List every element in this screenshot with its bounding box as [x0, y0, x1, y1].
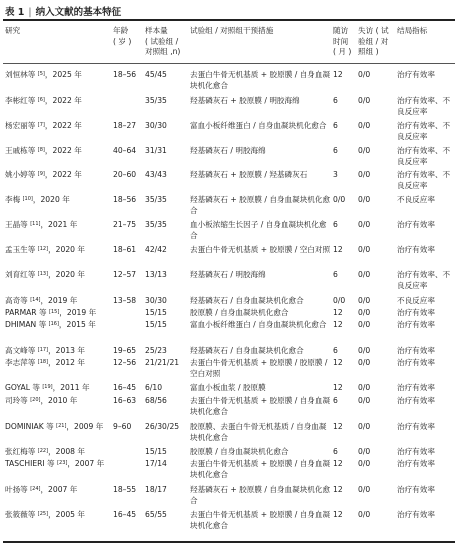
study-year: ，2025 年: [44, 70, 82, 79]
study-reference: [16]: [48, 321, 59, 327]
sample-size-cell: 45/45: [145, 70, 167, 79]
header-study: 研究: [5, 26, 21, 35]
intervention-cell: 羟基磷灰石 + 胶原膜 / 明胶海绵: [190, 96, 300, 105]
study-author: 杨宏丽等: [5, 121, 36, 130]
age-cell: 16–45: [113, 510, 137, 519]
age-cell: 40–64: [113, 146, 137, 155]
study-cell: [5, 447, 113, 458]
followup-cell: 12: [333, 422, 343, 431]
study-reference: [17]: [37, 347, 49, 353]
header-age: 年龄 ( 岁 ): [113, 26, 132, 46]
intervention-cell: 血小板浓缩生长因子 / 自身血凝块机化愈合: [190, 220, 327, 240]
study-reference: [6]: [37, 97, 45, 103]
followup-cell: 12: [333, 245, 343, 254]
loss-cell: 0/0: [358, 96, 371, 105]
sample-size-cell: 15/15: [145, 320, 167, 329]
study-year: ，2020 年: [32, 195, 70, 204]
table-caption: 纳入文献的基本特征: [35, 7, 122, 18]
outcome-cell: 治疗有效率、不良反应率: [397, 170, 451, 190]
study-year: ，2019 年: [59, 308, 97, 317]
header-intervention: 试验组 / 对照组干预措施: [190, 26, 274, 35]
followup-cell: 0/0: [333, 296, 346, 305]
study-cell: [5, 220, 113, 231]
study-year: ，2021 年: [40, 220, 78, 229]
age-cell: 18–56: [113, 70, 137, 79]
loss-cell: 0/0: [358, 220, 371, 229]
loss-cell: 0/0: [358, 245, 371, 254]
loss-cell: 0/0: [358, 422, 371, 431]
study-author: 姚小婷等: [5, 170, 36, 179]
study-author: 孟玉生等: [5, 245, 36, 254]
followup-cell: 12: [333, 70, 343, 79]
loss-cell: 0/0: [358, 296, 371, 305]
sample-size-cell: 18/17: [145, 485, 167, 494]
study-year: ，2005 年: [48, 510, 85, 519]
header-loss: 失访 ( 试 验组 / 对 照组 ): [358, 26, 389, 56]
study-cell: [5, 121, 113, 132]
study-year: ，2015 年: [58, 320, 96, 329]
study-year: ，2011 年: [52, 383, 90, 392]
study-cell: [5, 70, 113, 81]
loss-cell: 0/0: [358, 447, 371, 456]
outcome-cell: 治疗有效率: [397, 459, 435, 468]
sample-size-cell: 30/30: [145, 121, 167, 130]
outcome-cell: 治疗有效率: [397, 245, 435, 254]
outcome-cell: 治疗有效率: [397, 510, 435, 519]
age-cell: 18–56: [113, 195, 137, 204]
study-cell: [5, 358, 113, 369]
study-cell: [5, 146, 113, 157]
age-cell: 12–56: [113, 358, 137, 367]
intervention-cell: 富血小板纤维蛋白 / 自身血凝块机化愈合: [190, 320, 327, 329]
study-reference: [9]: [37, 171, 45, 177]
intervention-cell: 去蛋白牛骨无机基质 + 胶原膜 / 自身血凝块机化愈合: [190, 70, 331, 90]
loss-cell: 0/0: [358, 346, 371, 355]
study-author: 李彬红等: [5, 96, 36, 105]
study-author: GOYAL 等: [5, 383, 40, 392]
study-cell: [5, 485, 113, 496]
study-reference: [11]: [30, 221, 41, 227]
study-year: ，2008 年: [48, 447, 85, 456]
intervention-cell: 去蛋白牛骨无机基质 + 胶原膜 / 胶原膜 / 空白对照: [190, 358, 328, 378]
study-reference: [18]: [37, 359, 49, 365]
header-rule: [3, 63, 455, 64]
followup-cell: 6: [333, 121, 338, 130]
loss-cell: 0/0: [358, 170, 371, 179]
study-author: 叶扬等: [5, 485, 28, 494]
study-cell: [5, 308, 113, 319]
loss-cell: 0/0: [358, 383, 371, 392]
study-reference: [5]: [37, 71, 45, 77]
intervention-cell: 去蛋白牛骨无机基质 + 胶原膜 / 自身血凝块机化愈合: [190, 510, 331, 530]
study-reference: [10]: [22, 196, 33, 202]
study-year: ，2022 年: [44, 170, 82, 179]
title-separator: |: [28, 7, 32, 18]
outcome-cell: 不良反应率: [397, 296, 435, 305]
study-reference: [25]: [37, 511, 49, 517]
outcome-cell: 治疗有效率、不良反应率: [397, 96, 451, 116]
loss-cell: 0/0: [358, 146, 371, 155]
study-reference: [13]: [37, 271, 49, 277]
sample-size-cell: 43/43: [145, 170, 167, 179]
outcome-cell: 治疗有效率: [397, 320, 435, 329]
age-cell: 16–45: [113, 383, 137, 392]
sample-size-cell: 15/15: [145, 308, 167, 317]
age-cell: 16–63: [113, 396, 137, 405]
sample-size-cell: 68/56: [145, 396, 167, 405]
sample-size-cell: 15/15: [145, 447, 167, 456]
outcome-cell: 治疗有效率: [397, 396, 435, 405]
age-cell: 21–75: [113, 220, 137, 229]
sample-size-cell: 35/35: [145, 96, 167, 105]
study-author: 张红梅等: [5, 447, 36, 456]
outcome-cell: 不良反应率: [397, 195, 435, 204]
followup-cell: 3: [333, 170, 338, 179]
age-cell: 9–60: [113, 422, 132, 431]
outcome-cell: 治疗有效率、不良反应率: [397, 270, 451, 290]
table-number: 表 1: [5, 7, 25, 18]
study-cell: [5, 296, 113, 307]
study-reference: [21]: [56, 423, 67, 429]
study-year: ，2020 年: [48, 270, 85, 279]
study-cell: [5, 346, 113, 357]
study-cell: [5, 383, 113, 394]
header-sample-size: 样本量 ( 试验组 / 对照组 ,n): [145, 26, 181, 56]
header-outcome: 结局指标: [397, 26, 428, 35]
study-author: DOMINIAK 等: [5, 422, 54, 431]
study-cell: [5, 422, 113, 433]
intervention-cell: 胶原膜、去蛋白牛骨无机基质 / 自身血凝块机化愈合: [190, 422, 327, 442]
sample-size-cell: 26/30/25: [145, 422, 180, 431]
loss-cell: 0/0: [358, 270, 371, 279]
study-author: TASCHIERI 等: [5, 459, 55, 468]
study-reference: [7]: [37, 122, 45, 128]
age-cell: 19–65: [113, 346, 137, 355]
loss-cell: 0/0: [358, 308, 371, 317]
study-author: 李志萍等: [5, 358, 36, 367]
study-year: ，2022 年: [44, 96, 82, 105]
study-year: ，2020 年: [48, 245, 85, 254]
followup-cell: 12: [333, 358, 343, 367]
followup-cell: 6: [333, 146, 338, 155]
study-year: ，2007 年: [67, 459, 105, 468]
followup-cell: 6: [333, 396, 338, 405]
loss-cell: 0/0: [358, 459, 371, 468]
sample-size-cell: 17/14: [145, 459, 167, 468]
outcome-cell: 治疗有效率、不良反应率: [397, 121, 451, 141]
loss-cell: 0/0: [358, 510, 371, 519]
loss-cell: 0/0: [358, 485, 371, 494]
loss-cell: 0/0: [358, 70, 371, 79]
top-rule: [3, 19, 455, 21]
study-reference: [24]: [30, 486, 41, 492]
intervention-cell: 富血小板纤维蛋白 / 自身血凝块机化愈合: [190, 121, 327, 130]
study-author: 刘育红等: [5, 270, 36, 279]
study-reference: [23]: [57, 460, 68, 466]
study-year: ，2013 年: [48, 346, 85, 355]
sample-size-cell: 35/35: [145, 195, 167, 204]
loss-cell: 0/0: [358, 396, 371, 405]
table-title: [5, 4, 121, 18]
followup-cell: 12: [333, 320, 343, 329]
study-author: 刘恒林等: [5, 70, 36, 79]
intervention-cell: 羟基磷灰石 + 胶原膜 / 羟基磷灰石: [190, 170, 308, 179]
study-year: ，2022 年: [44, 146, 82, 155]
followup-cell: 6: [333, 447, 338, 456]
intervention-cell: 羟基磷灰石 / 明胶海绵: [190, 270, 266, 279]
age-cell: 13–58: [113, 296, 137, 305]
study-cell: [5, 170, 113, 181]
study-author: 王戚栋等: [5, 146, 36, 155]
study-reference: [15]: [49, 309, 60, 315]
intervention-cell: 羟基磷灰石 + 胶原膜 / 自身血凝块机化愈合: [190, 195, 331, 215]
loss-cell: 0/0: [358, 121, 371, 130]
study-reference: [19]: [42, 384, 53, 390]
intervention-cell: 羟基磷灰石 / 明胶海绵: [190, 146, 266, 155]
intervention-cell: 羟基磷灰石 + 胶原膜 / 自身血凝块机化愈合: [190, 485, 331, 505]
sample-size-cell: 31/31: [145, 146, 167, 155]
age-cell: 18–55: [113, 485, 137, 494]
study-author: 高奇等: [5, 296, 28, 305]
study-cell: [5, 320, 113, 331]
bottom-rule: [3, 541, 455, 543]
study-year: ，2012 年: [48, 358, 85, 367]
header-followup: 随访 时间 ( 月 ): [333, 26, 352, 56]
study-year: ，2007 年: [40, 485, 78, 494]
outcome-cell: 治疗有效率: [397, 346, 435, 355]
intervention-cell: 羟基磷灰石 / 自身血凝块机化愈合: [190, 296, 304, 305]
study-reference: [8]: [37, 147, 45, 153]
study-reference: [22]: [37, 448, 49, 454]
study-author: 张筱薇等: [5, 510, 36, 519]
outcome-cell: 治疗有效率: [397, 358, 435, 367]
study-author: 李梅: [5, 195, 21, 204]
study-author: 高文峰等: [5, 346, 36, 355]
study-year: ，2009 年: [66, 422, 104, 431]
sample-size-cell: 30/30: [145, 296, 167, 305]
intervention-cell: 胶原膜 / 自身血凝块机化愈合: [190, 308, 289, 317]
followup-cell: 12: [333, 308, 343, 317]
study-reference: [14]: [30, 297, 41, 303]
followup-cell: 12: [333, 383, 343, 392]
sample-size-cell: 65/55: [145, 510, 167, 519]
outcome-cell: 治疗有效率: [397, 70, 435, 79]
study-reference: [12]: [37, 246, 49, 252]
study-reference: [20]: [30, 397, 41, 403]
study-year: ，2010 年: [40, 396, 78, 405]
study-year: ，2022 年: [44, 121, 82, 130]
sample-size-cell: 25/23: [145, 346, 167, 355]
followup-cell: 6: [333, 270, 338, 279]
intervention-cell: 去蛋白牛骨无机基质 + 胶原膜 / 自身血凝块机化愈合: [190, 396, 331, 416]
loss-cell: 0/0: [358, 358, 371, 367]
intervention-cell: 胶原膜 / 自身血凝块机化愈合: [190, 447, 289, 456]
age-cell: 18–27: [113, 121, 137, 130]
sample-size-cell: 13/13: [145, 270, 167, 279]
study-cell: [5, 245, 113, 256]
outcome-cell: 治疗有效率: [397, 383, 435, 392]
followup-cell: 6: [333, 96, 338, 105]
study-author: DHIMAN 等: [5, 320, 47, 329]
intervention-cell: 去蛋白牛骨无机基质 + 胶原膜 / 自身血凝块机化愈合: [190, 459, 331, 479]
study-cell: [5, 195, 113, 206]
study-cell: [5, 96, 113, 107]
sample-size-cell: 21/21/21: [145, 358, 180, 367]
intervention-cell: 富血小板血浆 / 胶原膜: [190, 383, 266, 392]
study-author: 王晶等: [5, 220, 28, 229]
outcome-cell: 治疗有效率、不良反应率: [397, 146, 451, 166]
sample-size-cell: 42/42: [145, 245, 167, 254]
followup-cell: 12: [333, 485, 343, 494]
intervention-cell: 去蛋白牛骨无机基质 + 胶原膜 / 空白对照: [190, 245, 331, 254]
followup-cell: 6: [333, 220, 338, 229]
loss-cell: 0/0: [358, 320, 371, 329]
followup-cell: 0/0: [333, 195, 346, 204]
outcome-cell: 治疗有效率: [397, 308, 435, 317]
intervention-cell: 羟基磷灰石 / 自身血凝块机化愈合: [190, 346, 304, 355]
outcome-cell: 治疗有效率: [397, 220, 435, 229]
sample-size-cell: 35/35: [145, 220, 167, 229]
followup-cell: 6: [333, 346, 338, 355]
outcome-cell: 治疗有效率: [397, 485, 435, 494]
sample-size-cell: 6/10: [145, 383, 163, 392]
study-cell: [5, 459, 113, 470]
study-author: 司玲等: [5, 396, 28, 405]
study-author: PARMAR 等: [5, 308, 47, 317]
loss-cell: 0/0: [358, 195, 371, 204]
study-year: ，2019 年: [40, 296, 78, 305]
outcome-cell: 治疗有效率: [397, 422, 435, 431]
age-cell: 20–60: [113, 170, 137, 179]
study-cell: [5, 270, 113, 281]
followup-cell: 12: [333, 459, 343, 468]
study-cell: [5, 396, 113, 407]
outcome-cell: 治疗有效率: [397, 447, 435, 456]
study-cell: [5, 510, 113, 521]
age-cell: 18–61: [113, 245, 137, 254]
followup-cell: 12: [333, 510, 343, 519]
age-cell: 12–57: [113, 270, 137, 279]
